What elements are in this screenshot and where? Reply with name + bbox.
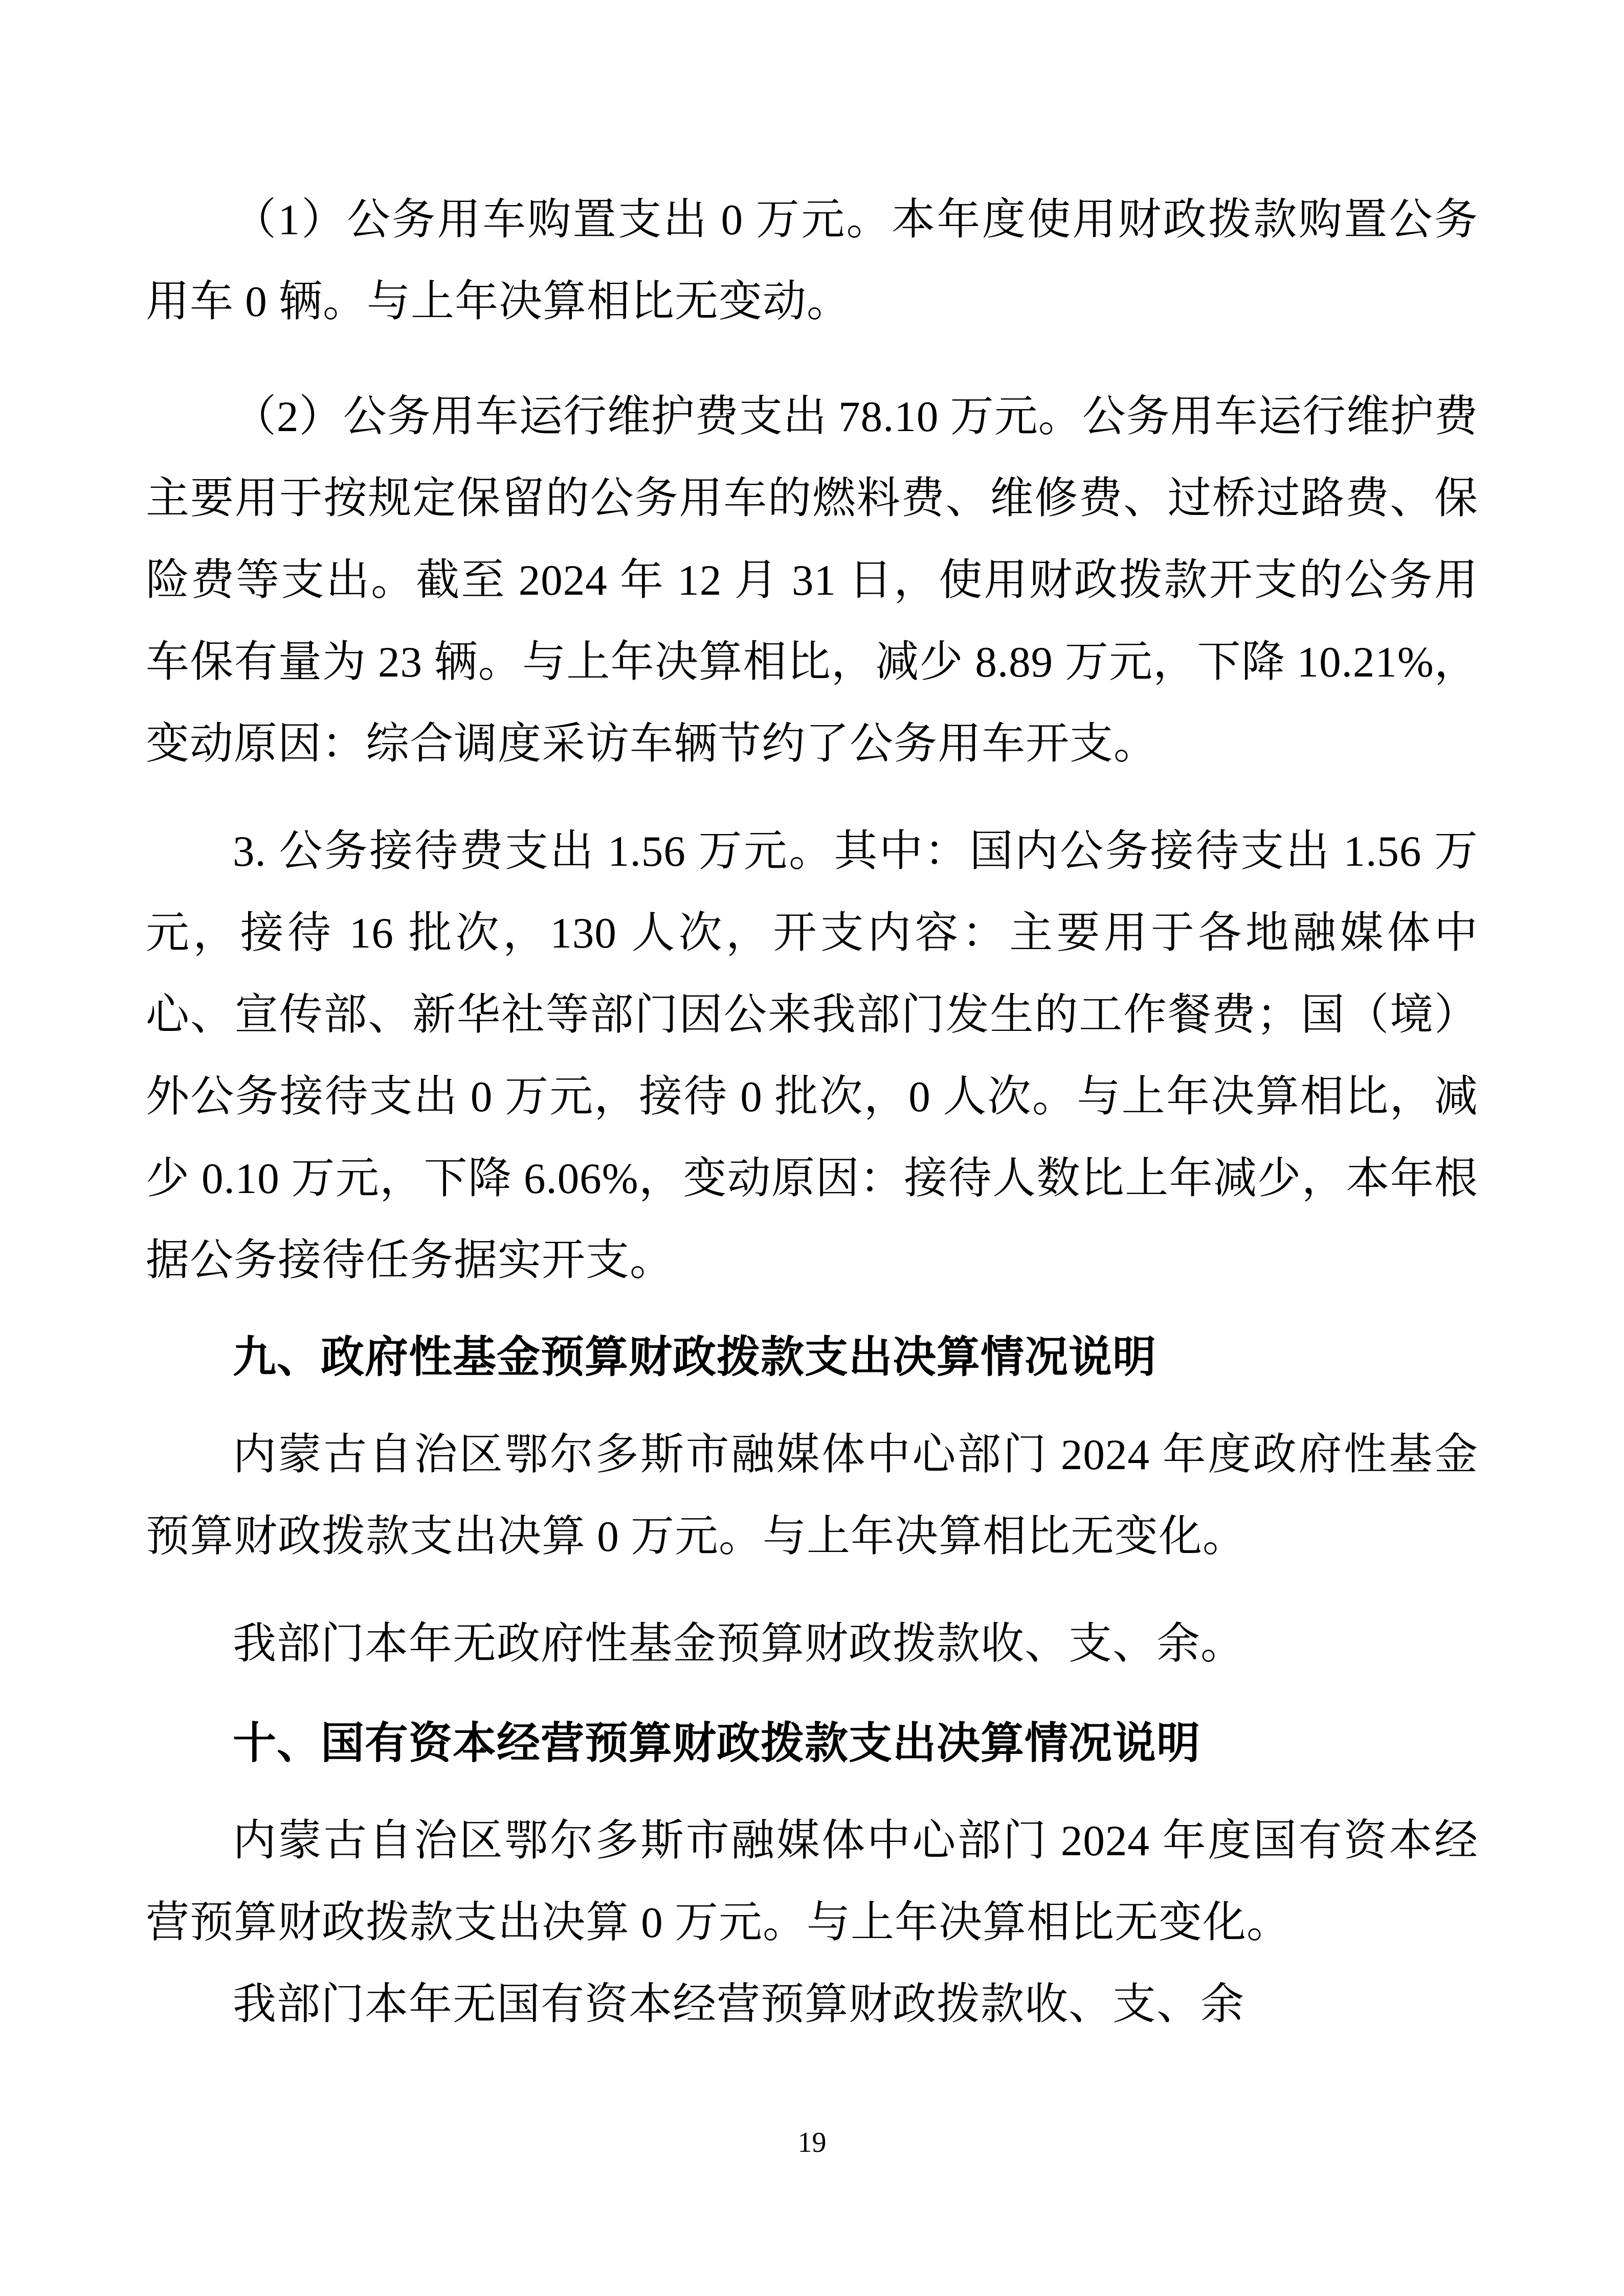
paragraph-vehicle-purchase-expense: （1）公务用车购置支出 0 万元。本年度使用财政拨款购置公务用车 0 辆。与上年决算相比无变动。: [146, 196, 1478, 326]
paragraph-government-fund-budget-statement: 内蒙古自治区鄂尔多斯市融媒体中心部门 2024 年度政府性基金预算财政拨款支出决算 0 万元。与上年决算相比无变化。: [146, 1431, 1478, 1561]
page-number: 19: [797, 2127, 827, 2158]
heading-section-10-state-capital-budget: 十、国有资本经营预算财政拨款支出决算情况说明: [233, 1719, 1201, 1768]
document-body: [146, 179, 1478, 2045]
paragraph-no-government-fund-budget: 我部门本年无政府性基金预算财政拨款收、支、余。: [233, 1620, 1245, 1668]
paragraph-vehicle-maintenance-expense: （2）公务用车运行维护费支出 78.10 万元。公务用车运行维护费主要用于按规定保留的公务用车的燃料费、维修费、过桥过路费、保险费等支出。截至 2024 年 12 月 31 日，使用财政拨款开支的公务用车保有量为 23 辆。与上年决算相比，减少 8.89 万元，下降 10.21%，变动原因：综合调度采访车辆节约了公务用车开支。: [146, 393, 1478, 768]
paragraph-no-state-capital-budget: 我部门本年无国有资本经营预算财政拨款收、支、余: [233, 1980, 1245, 2029]
heading-section-9-government-fund-budget: 九、政府性基金预算财政拨款支出决算情况说明: [233, 1333, 1157, 1382]
paragraph-official-reception-expense: 3. 公务接待费支出 1.56 万元。其中：国内公务接待支出 1.56 万元，接待 16 批次，130 人次，开支内容：主要用于各地融媒体中心、宣传部、新华社等部门因公来我部门发生的工作餐费；国（境）外公务接待支出 0 万元，接待 0 批次，0 人次。与上年决算相比，减少 0.10 万元，下降 6.06%，变动原因：接待人数比上年减少，本年根据公务接待任务据实开支。: [146, 827, 1478, 1285]
paragraph-state-capital-budget-statement: 内蒙古自治区鄂尔多斯市融媒体中心部门 2024 年度国有资本经营预算财政拨款支出决算 0 万元。与上年决算相比无变化。: [146, 1817, 1478, 1947]
